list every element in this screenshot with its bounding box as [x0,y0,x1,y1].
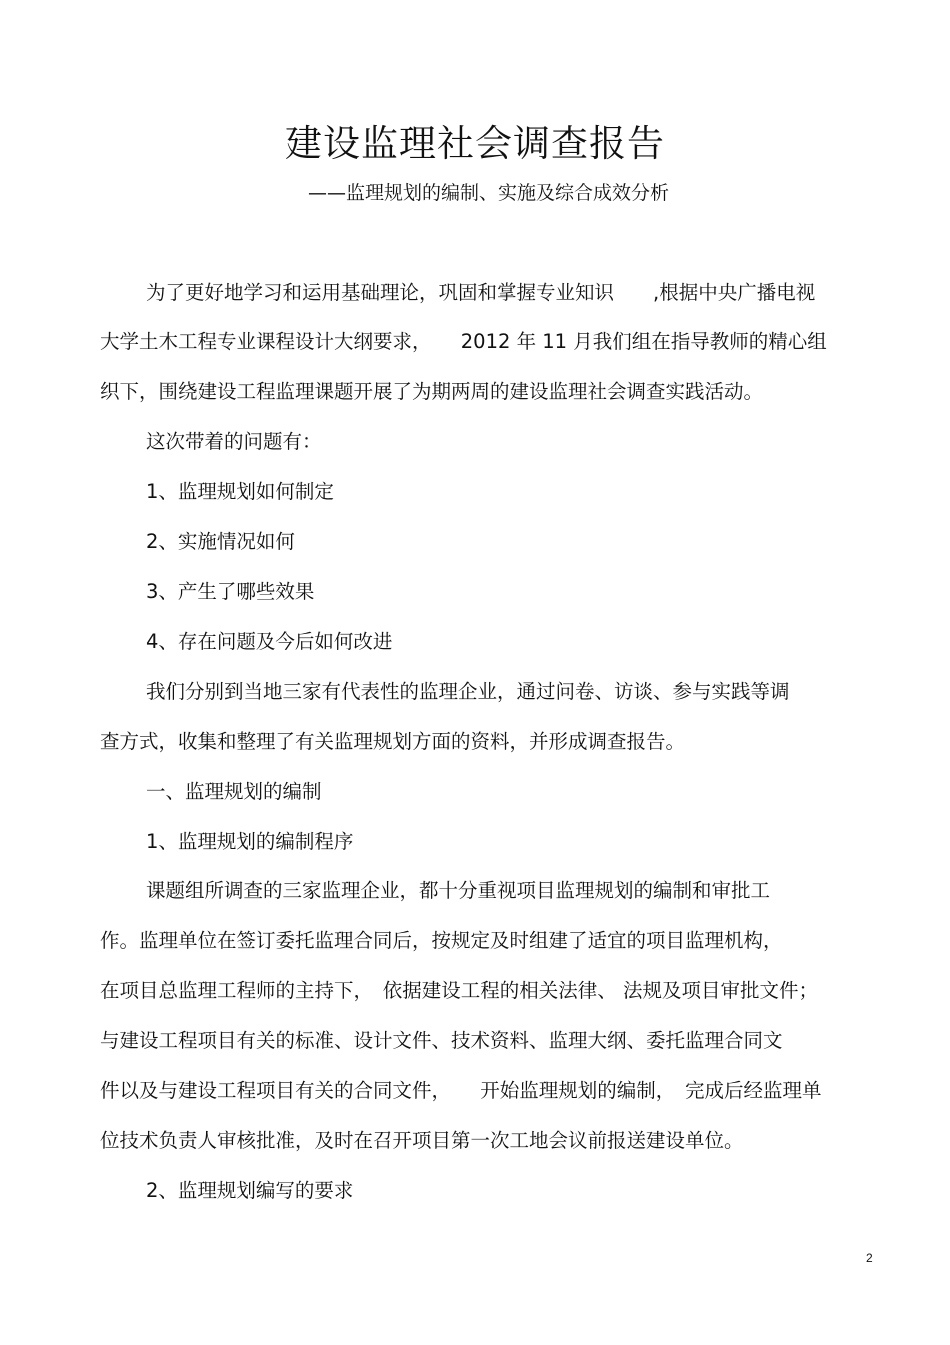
question-item: 2、实施情况如何 [146,530,295,553]
paragraph-line: 作。监理单位在签订委托监理合同后，按规定及时组建了适宜的项目监理机构， [100,929,783,952]
section-heading: 一、监理规划的编制 [146,780,322,803]
question-item: 1、监理规划如何制定 [146,480,334,503]
paragraph-line: 我们分别到当地三家有代表性的监理企业，通过问卷、访谈、参与实践等调 [146,680,790,703]
document-subtitle: ——监理规划的编制、实施及综合成效分析 [308,182,670,204]
paragraph-line: 件以及与建设工程项目有关的合同文件， 开始监理规划的编制， 完成后经监理单 [100,1079,822,1102]
paragraph-line: 查方式，收集和整理了有关监理规划方面的资料，并形成调查报告。 [100,730,686,753]
document-title: 建设监理社会调查报告 [285,122,665,165]
paragraph-line: 织下，围绕建设工程监理课题开展了为期两周的建设监理社会调查实践活动。 [100,380,764,403]
paragraph-line: 为了更好地学习和运用基础理论，巩固和掌握专业知识 ,根据中央广播电视 [146,281,816,304]
subsection-heading: 1、监理规划的编制程序 [146,830,354,853]
question-item: 3、产生了哪些效果 [146,580,315,603]
paragraph-line: 在项目总监理工程师的主持下， 依据建设工程的相关法律、 法规及项目审批文件； [100,979,818,1002]
paragraph-line: 课题组所调查的三家监理企业，都十分重视项目监理规划的编制和审批工 [146,879,771,902]
subsection-heading: 2、监理规划编写的要求 [146,1179,354,1202]
paragraph-line: 位技术负责人审核批准，及时在召开项目第一次工地会议前报送建设单位。 [100,1129,744,1152]
page-number: 2 [866,1251,873,1265]
paragraph-line: 这次带着的问题有： [146,430,322,453]
paragraph-line: 大学土木工程专业课程设计大纲要求， 2012 年 11 月我们组在指导教师的精心组 [100,330,827,353]
question-item: 4、存在问题及今后如何改进 [146,630,393,653]
paragraph-line: 与建设工程项目有关的标准、设计文件、技术资料、监理大纲、委托监理合同文 [100,1029,783,1052]
